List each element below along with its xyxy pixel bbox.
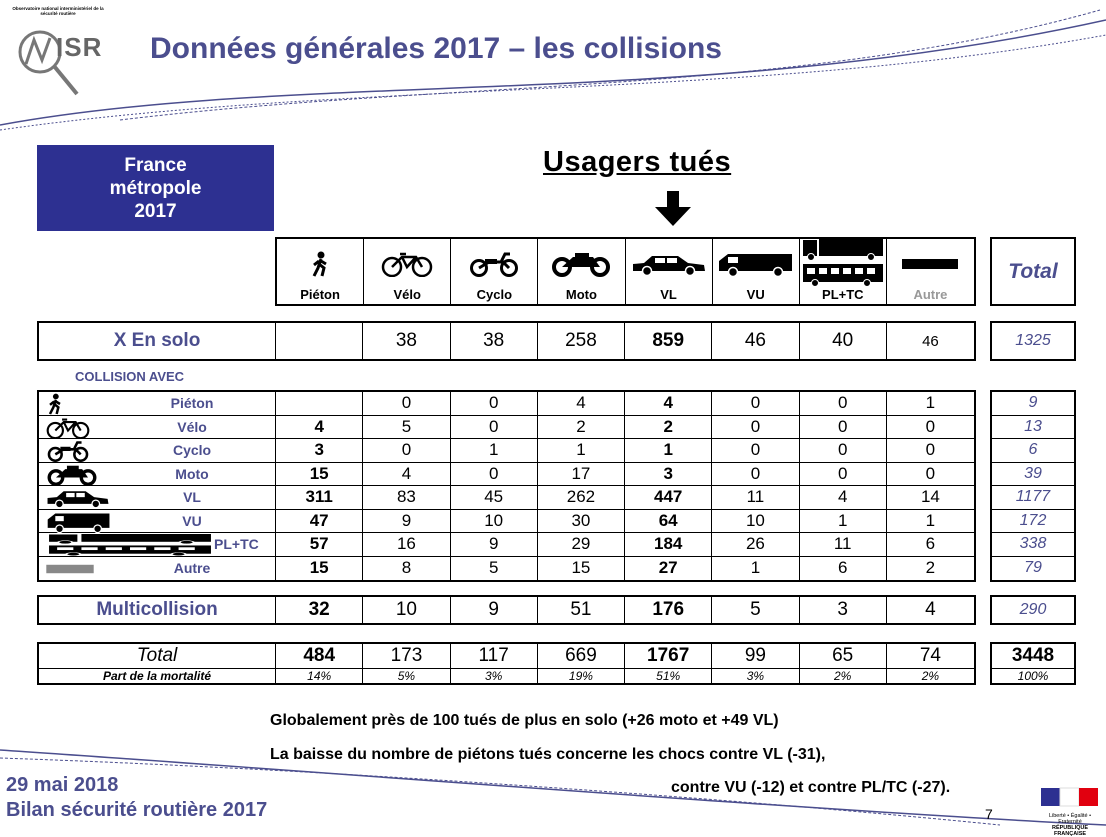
grand-total: 3448 — [992, 644, 1074, 669]
share-value: 2% — [921, 669, 940, 683]
column-header-label: PL+TC — [822, 287, 864, 302]
total-value: 74 — [919, 645, 941, 666]
row-label-text: Moto — [175, 465, 209, 482]
motorcycle-icon — [538, 251, 624, 277]
flag-icon — [1037, 786, 1103, 808]
solo-value: 258 — [538, 323, 625, 359]
table-cell: 16 — [363, 533, 450, 556]
table-cell: 0 — [712, 439, 799, 462]
share-value: 3% — [451, 669, 538, 683]
multi-value: 4 — [925, 599, 936, 620]
table-cell: 5 — [451, 557, 538, 581]
collision-totals — [990, 390, 1076, 582]
table-cell: 0 — [451, 392, 538, 415]
solo-label: X En solo — [39, 323, 276, 359]
row-label-text: VL — [183, 489, 201, 505]
row-label-text: PL+TC — [214, 536, 259, 552]
column-header-label: VL — [660, 287, 677, 302]
grand-total-cell — [990, 642, 1076, 685]
table-row — [39, 463, 974, 487]
multi-value: 5 — [712, 597, 799, 623]
multicollision-total-cell — [990, 595, 1076, 625]
total-value: 117 — [451, 644, 538, 668]
total-value: 65 — [800, 644, 887, 668]
row-label — [39, 510, 276, 533]
table-cell: 311 — [276, 486, 363, 509]
row-total: 79 — [1024, 559, 1042, 577]
row-total: 39 — [992, 463, 1074, 487]
table-cell: 0 — [451, 463, 538, 486]
marianne-republic: RÉPUBLIQUE FRANÇAISE — [1051, 825, 1089, 837]
table-cell: 1 — [538, 439, 625, 462]
column-header-label: Vélo — [393, 287, 421, 302]
table-cell: 184 — [625, 533, 712, 556]
column-header-3 — [451, 239, 538, 304]
column-header-6 — [713, 239, 800, 304]
page-number: 7 — [985, 806, 993, 822]
table-cell: 83 — [363, 486, 450, 509]
row-label — [39, 416, 276, 439]
multi-value: 51 — [538, 597, 625, 623]
table-row — [39, 416, 974, 440]
total-value: 173 — [363, 644, 450, 668]
table-cell: 45 — [451, 486, 538, 509]
table-cell: 0 — [451, 416, 538, 439]
row-label — [39, 533, 276, 556]
table-cell: 0 — [712, 392, 799, 415]
table-cell: 15 — [276, 463, 363, 486]
onisr-logo — [2, 2, 132, 97]
share-value: 5% — [363, 669, 450, 683]
table-cell — [276, 392, 363, 415]
solo-row — [37, 321, 976, 361]
multi-value: 32 — [276, 597, 363, 623]
row-label — [39, 463, 276, 486]
column-header-label: VU — [746, 287, 765, 302]
row-label — [39, 557, 276, 581]
table-cell: 11 — [712, 486, 799, 509]
multicollision-label: Multicollision — [39, 597, 276, 623]
solo-value: 46 — [922, 332, 939, 350]
row-label — [39, 439, 276, 462]
table-row — [39, 392, 974, 416]
table-cell: 4 — [363, 463, 450, 486]
region-line: France — [124, 154, 187, 176]
page-title: Données générales 2017 – les collisions — [150, 32, 722, 65]
logo-word: ISR — [56, 32, 103, 62]
row-label-text: Vélo — [177, 418, 207, 435]
table-cell: 447 — [625, 486, 712, 509]
table-cell: 1 — [925, 393, 936, 413]
note-line: La baisse du nombre de piétons tués concerne les chocs contre VL (-31), — [270, 746, 826, 763]
table-row — [39, 533, 974, 557]
table-cell: 14 — [920, 487, 940, 507]
solo-total: 1325 — [1015, 332, 1051, 349]
column-header-8 — [887, 239, 974, 304]
table-cell: 29 — [538, 533, 625, 556]
total-header: Total — [990, 237, 1076, 306]
table-cell: 0 — [363, 439, 450, 462]
pedestrian-icon — [277, 251, 363, 277]
table-cell: 9 — [451, 533, 538, 556]
table-cell: 11 — [800, 533, 887, 556]
column-header-5 — [626, 239, 713, 304]
row-label — [39, 486, 276, 509]
column-header-7 — [800, 239, 887, 304]
marianne-logo — [1037, 786, 1103, 837]
multi-value: 3 — [800, 597, 887, 623]
row-total: 6 — [992, 439, 1074, 463]
table-cell: 47 — [276, 510, 363, 533]
note-line: contre VU (-12) et contre PL/TC (-27). — [671, 779, 951, 796]
total-value: 99 — [712, 644, 799, 668]
table-cell: 0 — [712, 463, 799, 486]
footer-date: 29 mai 2018 — [6, 774, 119, 796]
total-value: 1767 — [625, 644, 712, 668]
column-header-2 — [364, 239, 451, 304]
table-cell: 3 — [276, 439, 363, 462]
table-cell: 0 — [800, 439, 887, 462]
row-label-text: Piéton — [170, 395, 214, 411]
table-row — [39, 510, 974, 534]
table-cell: 0 — [363, 392, 450, 415]
table-cell: 1 — [451, 439, 538, 462]
section-heading: Usagers tués — [543, 146, 732, 178]
multicollision-total: 290 — [1019, 601, 1047, 618]
table-cell: 17 — [538, 463, 625, 486]
share-value: 3% — [712, 669, 799, 683]
truck-bus-icon — [800, 239, 886, 287]
car-icon — [626, 251, 712, 277]
solo-value: 38 — [451, 323, 538, 359]
down-arrow-icon — [655, 191, 691, 227]
table-cell: 2 — [925, 558, 936, 578]
solo-total-cell — [990, 321, 1076, 361]
row-label-text: VU — [182, 512, 202, 529]
row-total: 338 — [992, 533, 1074, 557]
table-row — [39, 439, 974, 463]
table-cell: 1 — [800, 510, 887, 533]
table-cell: 10 — [712, 510, 799, 533]
row-label-text: Cyclo — [172, 442, 212, 458]
table-cell: 1 — [712, 557, 799, 581]
table-cell: 0 — [925, 463, 936, 483]
table-cell: 4 — [800, 486, 887, 509]
table-cell: 3 — [625, 463, 712, 486]
table-cell: 0 — [800, 392, 887, 415]
share-value: 19% — [538, 669, 625, 683]
bicycle-icon — [364, 251, 450, 277]
footer-title: Bilan sécurité routière 2017 — [6, 799, 268, 821]
table-cell: 30 — [538, 510, 625, 533]
table-cell: 15 — [276, 557, 363, 581]
table-cell: 2 — [538, 416, 625, 439]
table-cell: 8 — [363, 557, 450, 581]
table-cell: 262 — [538, 486, 625, 509]
table-cell: 15 — [538, 557, 625, 581]
multicollision-row — [37, 595, 976, 625]
row-total: 13 — [992, 416, 1074, 440]
share-value: 2% — [800, 669, 887, 683]
table-cell: 9 — [363, 510, 450, 533]
solo-value: 859 — [625, 323, 712, 359]
table-cell: 0 — [925, 416, 936, 436]
share-value: 14% — [276, 669, 363, 683]
table-cell: 0 — [800, 416, 887, 439]
share-total: 100% — [1017, 669, 1049, 683]
marianne-motto: Liberté • Égalité • Fraternité — [1048, 813, 1092, 825]
logo-caption: Observatoire national interministériel de la sécurité routière — [12, 6, 104, 16]
table-cell: 5 — [363, 416, 450, 439]
multi-value: 10 — [363, 597, 450, 623]
table-cell: 0 — [925, 440, 936, 460]
table-cell: 1 — [925, 510, 936, 530]
totals-table — [37, 642, 976, 685]
table-cell: 57 — [276, 533, 363, 556]
share-label: Part de la mortalité — [39, 669, 276, 683]
row-label — [39, 392, 276, 415]
table-cell: 6 — [925, 534, 936, 554]
multi-value: 9 — [451, 597, 538, 623]
column-header-label: Moto — [565, 287, 597, 302]
row-total: 9 — [992, 392, 1074, 416]
column-header-label: Piéton — [300, 287, 340, 302]
table-cell: 4 — [625, 392, 712, 415]
note-line: Globalement près de 100 tués de plus en solo (+26 moto et +49 VL) — [270, 712, 779, 729]
table-cell: 10 — [451, 510, 538, 533]
header-swoosh — [0, 0, 1106, 140]
totals-label: Total — [39, 644, 276, 668]
solo-value: 46 — [712, 323, 799, 359]
total-value: 484 — [276, 644, 363, 668]
table-cell: 4 — [276, 416, 363, 439]
region-box — [37, 145, 274, 231]
solo-value: 40 — [800, 323, 887, 359]
table-cell: 4 — [538, 392, 625, 415]
table-cell: 26 — [712, 533, 799, 556]
column-header-label: Cyclo — [476, 287, 513, 302]
van-icon — [713, 251, 799, 277]
column-header-4 — [538, 239, 625, 304]
table-cell: 1 — [625, 439, 712, 462]
table-row — [39, 557, 974, 581]
multi-value: 176 — [625, 597, 712, 623]
table-cell: 64 — [625, 510, 712, 533]
collision-heading: COLLISION AVEC — [75, 369, 185, 384]
table-cell: 27 — [625, 557, 712, 581]
table-row — [39, 486, 974, 510]
row-label-text: Autre — [173, 559, 211, 576]
bar-icon — [45, 558, 95, 585]
collision-table — [37, 390, 976, 582]
table-cell: 0 — [712, 416, 799, 439]
bar-icon — [887, 251, 974, 277]
share-value: 51% — [625, 669, 712, 683]
solo-value — [276, 323, 363, 359]
solo-value: 38 — [363, 323, 450, 359]
column-header-label: Autre — [913, 287, 948, 302]
region-line: métropole — [109, 177, 202, 199]
row-total: 1177 — [992, 486, 1074, 510]
column-header-row — [275, 237, 976, 306]
row-total: 172 — [992, 510, 1074, 534]
table-cell: 6 — [800, 557, 887, 581]
table-cell: 2 — [625, 416, 712, 439]
table-cell: 0 — [800, 463, 887, 486]
total-value: 669 — [538, 644, 625, 668]
column-header-1 — [277, 239, 364, 304]
region-line: 2017 — [134, 200, 177, 222]
moped-icon — [451, 251, 537, 277]
